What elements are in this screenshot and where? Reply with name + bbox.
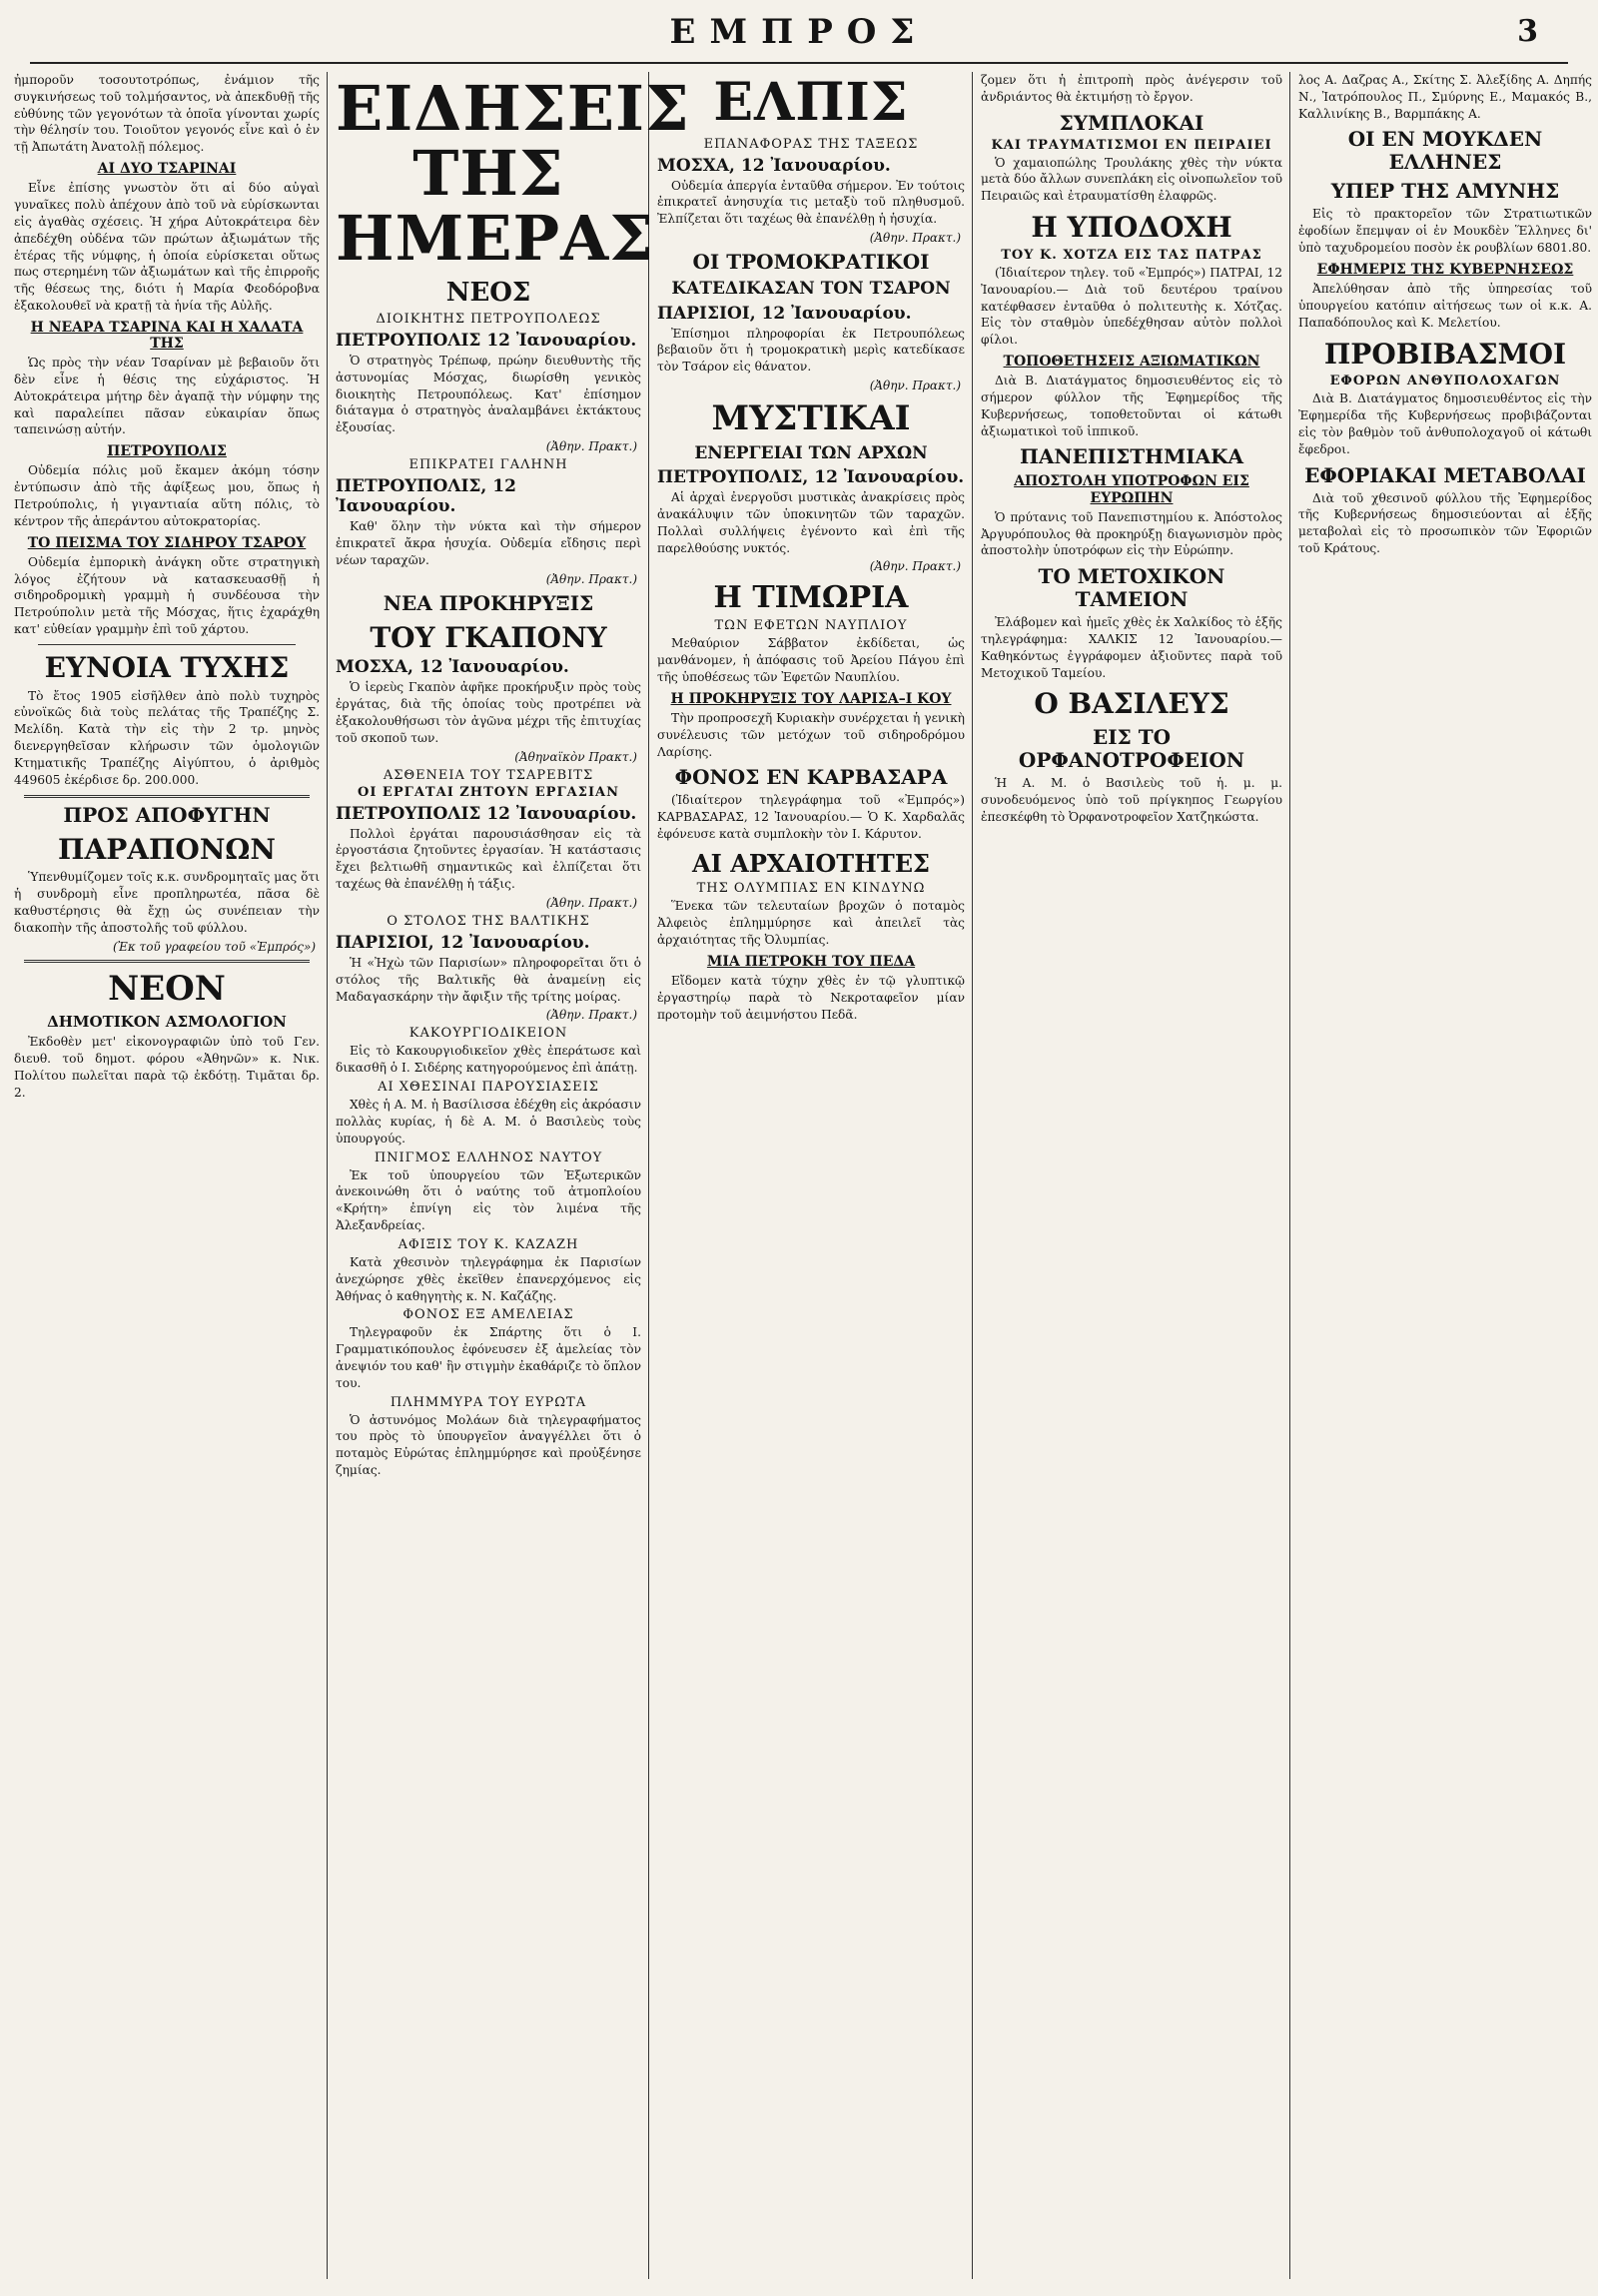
headline: Ο ΒΑΣΙΛΕΥΣ [1034, 687, 1229, 721]
headline: ΠΛΗΜΜΥΡΑ ΤΟΥ ΕΥΡΩΤΑ [390, 1394, 587, 1410]
headline: ΤΟΥ ΓΚΑΠΟΝΥ [370, 620, 607, 654]
article-body: Διὰ Β. Διατάγματος δημοσιευθέντος εἰς τὸ σήμερον φύλλον τῆς Ἐφημερίδος τῆς Κυβερνήσεως, τοποθετοῦνται οἱ κάτωθι ἀξιωματικοὶ τοῦ ἱππικοῦ. [981, 374, 1282, 438]
article-body: Ἡ Α. Μ. ὁ Βασιλεὺς τοῦ ἡ. μ. μ. συνοδευόμενος ὑπὸ τοῦ πρίγκηπος Γεωργίου ἐπεσκέφθη τὸ Ὀρφανοτροφεῖον Χατζηκώστα. [981, 776, 1282, 824]
headline: ΦΟΝΟΣ ΕΞ ΑΜΕΛΕΙΑΣ [402, 1307, 574, 1323]
headline: Η ΠΡΟΚΗΡΥΞΙΣ ΤΟΥ ΛΑΡΙΣΑ–Ι ΚΟΥ [670, 690, 952, 707]
headline: ΦΟΝΟΣ ΕΝ ΚΑΡΒΑΣΑΡΑ [674, 765, 948, 790]
article-body: Εἰς τὸ Κακουργιοδικεῖον χθὲς ἐπεράτωσε καὶ δικασθῆ ὁ Ι. Σιδέρης κατηγορούμενος ἐπὶ ἀπάτῃ. [336, 1044, 641, 1076]
article-body: Διὰ Β. Διατάγματος δημοσιευθέντος εἰς τὴν Ἐφημερίδα τῆς Κυβερνήσεως προβιβάζονται εἰς τὸν βαθμὸν τοῦ ἀνθυπολοχαγοῦ οἱ κάτωθι ἔφεδροι. [1298, 391, 1592, 456]
headline: ΚΑΤΕΔΙΚΑΣΑΝ ΤΟΝ ΤΣΑΡΟΝ [671, 279, 951, 300]
article-body: Ἐλάβομεν καὶ ἡμεῖς χθὲς ἐκ Χαλκίδος τὸ ἑξῆς τηλεγράφημα: ΧΑΛΚΙΣ 12 Ἰανουαρίου.— Καθηκόντως ἐγγράφομεν ἀξιοῦντες παρὰ τοῦ Μετοχικοῦ Ταμείου. [981, 615, 1282, 680]
headline: Η ΥΠΟΔΟΧΗ [1031, 211, 1232, 245]
dateline: ΠΕΤΡΟΥΠΟΛΙΣ, 12 Ἰανουαρίου. [657, 467, 965, 488]
column-divider [1289, 72, 1290, 2279]
article-body: Ἀπελύθησαν ἀπὸ τῆς ὑπηρεσίας τοῦ ὑπουργείου κατόπιν αἰτήσεως των οἱ κ.κ. Α. Παπαδόπουλος καὶ Κ. Μελετίου. [1298, 282, 1592, 330]
article-source: (Ἀθην. Πρακτ.) [869, 231, 961, 246]
article-body: Τηλεγραφοῦν ἐκ Σπάρτης ὅτι ὁ Ι. Γραμματικόπουλος ἐφόνευσεν ἐξ ἀμελείας τὸν ἀνεψιόν του καθ' ἣν στιγμὴν ἐκαθάριζε τὸ ὅπλον του. [336, 1325, 641, 1390]
article-body: Ἕνεκα τῶν τελευταίων βροχῶν ὁ ποταμὸς Ἀλφειὸς ἐπλημμύρησε καὶ ἀπειλεῖ τὰς ἀρχαιότητας τῆς Ὀλυμπίας. [657, 899, 965, 947]
headline: ΠΑΝΕΠΙΣΤΗΜΙΑΚΑ [1019, 444, 1243, 469]
article-source: (Ἀθην. Πρακτ.) [545, 439, 637, 454]
article-body: Μεθαύριον Σάββατον ἐκδίδεται, ὡς μανθάνομεν, ἡ ἀπόφασις τοῦ Ἀρείου Πάγου ἐπὶ τῆς ὑποθέσεως τῶν Ἐφετῶν Ναυπλίου. [657, 636, 965, 685]
headline: ΟΙ ΕΡΓΑΤΑΙ ΖΗΤΟΥΝ ΕΡΓΑΣΙΑΝ [358, 784, 619, 800]
article-body: Οὐδεμία ἐμπορικὴ ἀνάγκη οὔτε στρατηγικὴ λόγος ἐζήτουν νὰ κατασκευασθῇ ἡ σιδηροδρομικὴ γραμμὴ ἡ συνδέουσα τὴν Πετρούπολιν μετὰ τῆς Μόσχας, ἥτις ἐχαράχθη κατ' εὐθείαν γραμμὴν ἐπὶ τοῦ χάρτου. [14, 554, 320, 636]
headline: ΣΥΜΠΛΟΚΑΙ [1059, 110, 1204, 135]
headline: ΟΙ ΕΝ ΜΟΥΚΔΕΝ ΕΛΛΗΝΕΣ [1347, 127, 1543, 175]
masthead [0, 0, 1598, 70]
headline: ΝΕΟΣ [445, 278, 531, 309]
column-2 [330, 72, 690, 2279]
article-continuation: λος Α. Δαζρας Α., Σκίτης Σ. Ἀλεξίδης Α. Δηπής Ν., Ἰατρόπουλος Π., Σμύρνης Ε., Μαμακός Β., Καλλινίκης Β., Βαρμπάκης Α. [1298, 73, 1592, 121]
headline: ΑΙ ΧΘΕΣΙΝΑΙ ΠΑΡΟΥΣΙΑΣΕΙΣ [378, 1080, 599, 1096]
article-body: Ἐπίσημοι πληροφορίαι ἐκ Πετρουπόλεως βεβαιοῦν ὅτι ἡ τρομοκρατικὴ μερὶς κατεδίκασε τὸν Τσάρον εἰς θάνατον. [657, 326, 965, 375]
subheadline: ΤΟΥ Κ. ΧΟΤΖΑ ΕΙΣ ΤΑΣ ΠΑΤΡΑΣ [1001, 247, 1262, 263]
headline: ΕΝΕΡΓΕΙΑΙ ΤΩΝ ΑΡΧΩΝ [694, 442, 928, 463]
subheadline: ΤΩΝ ΕΦΕΤΩΝ ΝΑΥΠΛΙΟΥ [714, 618, 908, 634]
article-body: Αἱ ἀρχαὶ ἐνεργοῦσι μυστικὰς ἀνακρίσεις πρὸς ἀνακάλυψιν τῶν ὑποκινητῶν τῶν ταραχῶν. Πολλαὶ συλλήψεις ἐγένοντο καὶ ἐπὶ τῆς παρελθούσης νυκτός. [657, 490, 965, 555]
subheadline: ΔΙΟΙΚΗΤΗΣ ΠΕΤΡΟΥΠΟΛΕΩΣ [376, 311, 601, 327]
column-divider [327, 72, 328, 2279]
headline: ΜΙΑ ΠΕΤΡΟΚΗ ΤΟΥ ΠΕΔΑ [706, 953, 916, 970]
divider [24, 795, 310, 798]
subheadline: ΤΗΣ ΟΛΥΜΠΙΑΣ ΕΝ ΚΙΝΔΥΝΩ [696, 881, 926, 897]
dateline: ΠΑΡΙΣΙΟΙ, 12 Ἰανουαρίου. [657, 303, 912, 324]
article-body: Οὐδεμία πόλις μοῦ ἔκαμεν ἀκόμη τόσην ἐντύπωσιν ἀπὸ τῆς ἀφίξεως μου, ὅπως ἡ Πετρούπολις, ἡ γιγαντιαία αὕτη πόλις, τὸ κέντρον τῆς ἀπεράντου αὐτοκρατορίας. [14, 463, 320, 528]
article-source: (Ἀθην. Πρακτ.) [545, 895, 637, 910]
subheadline: ΕΙΣ ΤΟ ΟΡΦΑΝΟΤΡΟΦΕΙΟΝ [1018, 725, 1245, 773]
article-source: (Ἀθηναϊκὸν Πρακτ.) [514, 749, 637, 764]
article-body: Ὡς πρὸς τὴν νέαν Τσαρίναν μὲ βεβαιοῦν ὅτι δὲν εἶνε ἡ θέσις της εὐχάριστος. Ἡ Αὐτοκράτειρα μήτηρ δὲν ἀγαπᾷ τὴν νύμφην της καὶ παραλείπει πᾶσαν εὐκαιρίαν ὅπως ταπεινώσῃ αὐτήν. [14, 356, 320, 437]
article-body: Ὁ ἱερεὺς Γκαπὸν ἀφῆκε προκήρυξιν πρὸς τοὺς ἐργάτας, διὰ τῆς ὁποίας τοὺς προτρέπει νὰ ἐξακολουθήσωσι τὸν ἀγῶνα μέχρι τῆς ἐπιτυχίας τοῦ σκοποῦ των. [336, 680, 641, 745]
article-body: (Ἰδιαίτερον τηλεγ. τοῦ «Ἐμπρός») ΠΑΤΡΑΙ, 12 Ἰανουαρίου.— Διὰ τοῦ δευτέρου τραίνου κατέφθασεν ἐνταῦθα ὁ πολιτευτὴς κ. Χότζας. Εἰς τὸν σταθμὸν ὑπεδέχθησαν αὐτὸν πολλοὶ φίλοι. [981, 265, 1282, 348]
dateline: ΠΕΤΡΟΥΠΟΛΙΣ, 12 Ἰανουαρίου. [336, 476, 516, 517]
article-body: Καθ' ὅλην τὴν νύκτα καὶ τὴν σήμερον ἐπικρατεῖ ἄκρα ἡσυχία. Οὐδεμία εἴδησις περὶ νέων ταραχῶν. [336, 519, 641, 567]
article-body: Εἰς τὸ πρακτορεῖον τῶν Στρατιωτικῶν ἐφοδίων ἔπεμψαν οἱ ἐν Μουκδὲν Ἕλληνες δι' ὑπὸ ταχυδρομείου ποσὸν ἐκ ρουβλίων 6801.80. [1298, 207, 1592, 256]
headline: ΕΦΟΡΙΑΚΑΙ ΜΕΤΑΒΟΛΑΙ [1304, 462, 1586, 487]
headline: Η ΝΕΑΡΑ ΤΣΑΡΙΝΑ ΚΑΙ Η ΧΑΛΑΤΑ ΤΗΣ [30, 319, 304, 352]
article-body: Πολλοὶ ἐργάται παρουσιάσθησαν εἰς τὰ ἐργοστάσια ζητοῦντες ἐργασίαν. Ἡ κατάστασις ἔχει βελτιωθῆ σημαντικῶς καὶ ἐλπίζεται ὅτι ταχέως θὰ ἐπανέλθῃ ἡ τάξις. [336, 826, 641, 892]
headline: ΤΟΠΟΘΕΤΗΣΕΙΣ ΑΞΙΩΜΑΤΙΚΩΝ [1003, 354, 1260, 371]
article-body: (Ἰδιαίτερον τηλεγράφημα τοῦ «Ἐμπρός») ΚΑΡΒΑΣΑΡΑΣ, 12 Ἰανουαρίου.— Ὁ Κ. Χαρδαλᾶς ἐφόνευσε κατὰ συμπλοκὴν τὸν Ι. Κάρυτον. [657, 793, 965, 842]
headline: ΜΥΣΤΙΚΑΙ [711, 398, 911, 439]
headline: ΕΦΗΜΕΡΙΣ ΤΗΣ ΚΥΒΕΡΝΗΣΕΩΣ [1316, 261, 1574, 278]
headline: ΠΡΟΣ ΑΠΟΦΥΓΗΝ [63, 802, 271, 827]
headline: ΠΕΤΡΟΥΠΟΛΙΣ [107, 443, 227, 460]
headline: ΑΙ ΔΥΟ ΤΣΑΡΙΝΑΙ [97, 161, 237, 178]
article-body: Κατὰ χθεσινὸν τηλεγράφημα ἐκ Παρισίων ἀνεχώρησε χθὲς ἐκεῖθεν ἐπανερχόμενος εἰς Ἀθήνας ὁ καθηγητὴς κ. Ν. Καζάζης. [336, 1254, 641, 1303]
section-title: ΕΙΔΗΣΕΙΣ ΤΗΣ ΗΜΕΡΑΣ [336, 72, 690, 276]
column-4 [975, 72, 1288, 2279]
headline: Η ΤΙΜΩΡΙΑ [713, 580, 909, 616]
article-source: (Ἐκ τοῦ γραφείου τοῦ «Ἐμπρός») [112, 939, 316, 954]
article-source: (Ἀθην. Πρακτ.) [545, 571, 637, 586]
column-divider [972, 72, 973, 2279]
dateline: ΜΟΣΧΑ, 12 Ἰανουαρίου. [657, 155, 891, 176]
divider [38, 644, 296, 645]
subheadline: ΕΦΟΡΩΝ ΑΝΘΥΠΟΛΟΧΑΓΩΝ [1329, 374, 1561, 389]
article-continuation: ἠμποροῦν τοσουτοτρόπως, ἐνάμιον τῆς συγκινήσεως τοῦ τολμήσαντος, νὰ ἀπεκδυθῇ τῆς εὐθύνης τῶν γεγονότων τὰ ὁποῖα γίνονται χωρίς τὴν θέλησίν του. Τοιοῦτον γεγονός εἶνε καὶ ὁ ἐν τῇ Ἀπωτάτη Ἀνατολῇ πόλεμος. [14, 73, 320, 155]
newspaper-title: ΕΜΠΡΟΣ [669, 12, 929, 52]
headline: ΤΟ ΜΕΤΟΧΙΚΟΝ ΤΑΜΕΙΟΝ [1038, 564, 1225, 612]
headline: ΝΕΑ ΠΡΟΚΗΡΥΞΙΣ [383, 590, 594, 615]
article-body: Οὐδεμία ἀπεργία ἐνταῦθα σήμερον. Ἐν τούτοις ἐπικρατεῖ ἀνησυχία τις μεταξὺ τοῦ πληθυσμοῦ. Ἐλπίζεται ὅτι ταχέως θὰ ἐπανέλθῃ ἡ ἡσυχία. [657, 178, 965, 227]
headline: ΤΟ ΠΕΙΣΜΑ ΤΟΥ ΣΙΔΗΡΟΥ ΤΣΑΡΟΥ [27, 534, 307, 551]
headline: ΚΑΚΟΥΡΓΙΟΔΙΚΕΙΟΝ [408, 1026, 568, 1042]
article-body: Ὑπενθυμίζομεν τοῖς κ.κ. συνδρομηταῖς μας ὅτι ἡ συνδρομὴ εἶνε προπληρωτέα, πᾶσα δὲ καθυστέρησις θὰ ἔχῃ ὡς συνέπειαν τὴν διακοπὴν τῆς ἀποστολῆς τοῦ φύλλου. [14, 870, 320, 935]
article-body: Ὁ χαμαιοπώλης Τρουλάκης χθὲς τὴν νύκτα μετὰ δύο ἄλλων συνεπλάκη εἰς οἰνοπωλεῖον τοῦ Πειραιῶς καὶ ἐτραυματίσθη ἐλαφρῶς. [981, 155, 1282, 204]
article-source: (Ἀθην. Πρακτ.) [869, 379, 961, 393]
article-body: Ἐκδοθὲν μετ' εἰκονογραφιῶν ὑπὸ τοῦ Γεν. διευθ. τοῦ δημοτ. φόρου «Ἀθηνῶν» κ. Νικ. Πολίτου πωλεῖται παρὰ τῷ ἐκδότῃ. Τιμᾶται δρ. 2. [14, 1035, 320, 1100]
headline: ΑΦΙΞΙΣ ΤΟΥ Κ. ΚΑΖΑΖΗ [398, 1236, 579, 1252]
dateline: ΠΕΤΡΟΥΠΟΛΙΣ 12 Ἰανουαρίου. [336, 330, 637, 351]
article-continuation: ζομεν ὅτι ἡ ἐπιτροπὴ πρὸς ἀνέγερσιν τοῦ ἀνδριάντος θὰ ἐκτιμήσῃ τὸ ἔργον. [981, 73, 1282, 104]
article-body: Εἶνε ἐπίσης γνωστὸν ὅτι αἱ δύο αὐγαὶ γυναῖκες πολὺ ἀπέχουν ἀπὸ τοῦ νὰ εὑρίσκωνται εἰς ἀγαθὰς σχέσεις. Ἡ χήρα Αὐτοκράτειρα δὲν ἀπεδέχθη οὐδένα τῶν πρώτων ἀξιωμάτων τῆς ἑτέρας τῆς νύμφης, ἡ ὁποία εὑρίσκεται οὕτως πως στερημένη τῶν ἀξιωμάτων καὶ τῆς ἐπιρροῆς τῆς θέσεως της, διότι ἡ Μαρία Φεοδόροβνα ἐξακολουθεῖ νὰ κρατῇ τὰ ἡνία τῆς Αὐλῆς. [14, 181, 320, 314]
headline: ΕΠΙΚΡΑΤΕΙ ΓΑΛΗΝΗ [408, 457, 568, 473]
headline: ΕΛΠΙΣ [713, 72, 909, 133]
dateline: ΠΕΤΡΟΥΠΟΛΙΣ 12 Ἰανουαρίου. [336, 803, 637, 824]
dateline: ΜΟΣΧΑ, 12 Ἰανουαρίου. [336, 657, 569, 678]
divider [24, 960, 310, 963]
article-body: Διὰ τοῦ χθεσινοῦ φύλλου τῆς Ἐφημερίδος τῆς Κυβερνήσεως δημοσιεύονται αἱ ἑξῆς μεταβολαὶ εἰς τὸ προσωπικὸν τῶν Ἐφοριῶν τοῦ Κράτους. [1298, 490, 1592, 556]
headline: ΑΣΘΕΝΕΙΑ ΤΟΥ ΤΣΑΡΕΒΙΤΣ [383, 767, 594, 783]
article-source: (Ἀθην. Πρακτ.) [545, 1008, 637, 1023]
masthead-rule [30, 62, 1568, 64]
article-source: (Ἀθην. Πρακτ.) [869, 559, 961, 574]
article-body: Ἡ «Ἠχὼ τῶν Παρισίων» πληροφορεῖται ὅτι ὁ στόλος τῆς Βαλτικῆς θὰ ἀναμείνῃ εἰς Μαδαγασκάρην τὴν ἄφιξιν τῆς τρίτης μοίρας. [336, 955, 641, 1004]
headline: ΠΝΙΓΜΟΣ ΕΛΛΗΝΟΣ ΝΑΥΤΟΥ [374, 1149, 603, 1165]
headline: ΔΗΜΟΤΙΚΟΝ ΑΣΜΟΛΟΓΙΟΝ [47, 1013, 287, 1032]
article-body: Εἴδομεν κατὰ τύχην χθὲς ἐν τῷ γλυπτικῷ ἐργαστηρίῳ παρὰ τὸ Νεκροταφεῖον μίαν προτομὴν τοῦ ἀειμνήστου Πεδᾶ. [657, 973, 965, 1022]
article-body: Χθὲς ἡ Α. Μ. ἡ Βασίλισσα ἐδέχθη εἰς ἀκρόασιν πολλὰς κυρίας, ἡ δὲ Α. Μ. ὁ Βασιλεὺς τοὺς ὑπουργούς. [336, 1098, 641, 1146]
article-body: Ὁ πρύτανις τοῦ Πανεπιστημίου κ. Ἀπόστολος Ἀργυρόπουλος θὰ προκηρύξῃ διαγωνισμὸν πρὸς ἀποστολὴν ὑποτρόφων εἰς τὴν Εὐρώπην. [981, 509, 1282, 558]
subheadline: ΕΠΑΝΑΦΟΡΑΣ ΤΗΣ ΤΑΞΕΩΣ [703, 136, 919, 152]
article-body: Τὴν προπροσεχῆ Κυριακὴν συνέρχεται ἡ γενικὴ συνέλευσις τῶν μετόχων τοῦ σιδηροδρόμου Λαρίσης. [657, 710, 965, 759]
article-body: Ὁ ἀστυνόμος Μολάων διὰ τηλεγραφήματος του πρὸς τὸ ὑπουργεῖον ἀναγγέλλει ὅτι ὁ ποταμὸς Εὐρώτας ἐπλημμύρησε καὶ προὐξένησε ζημίας. [336, 1412, 641, 1478]
column-1 [8, 72, 326, 2279]
headline: ΠΡΟΒΙΒΑΣΜΟΙ [1323, 337, 1567, 371]
headline: ΝΕΟΝ [108, 968, 226, 1009]
article-body: Τὸ ἔτος 1905 εἰσῆλθεν ἀπὸ πολὺ τυχηρὸς εὐνοϊκῶς διὰ τοὺς πελάτας τῆς Τραπέζης Σ. Μελίδη. Κατὰ τὴν εἰς τὴν 2 τρ. μηνὸς διενεργηθεῖσαν κλήρωσιν τῶν ὁμολογιῶν Κτηματικῆς Τραπέζης Αἰγύπτου, ὁ ἀριθμὸς 449605 ἐκέρδισε δρ. 200.000. [14, 688, 320, 787]
column-3 [651, 72, 971, 2279]
dateline: ΠΑΡΙΣΙΟΙ, 12 Ἰανουαρίου. [336, 932, 590, 953]
headline: ΠΑΡΑΠΟΝΩΝ [58, 832, 276, 866]
headline: ΕΥΝΟΙΑ ΤΥΧΗΣ [44, 650, 290, 684]
column-5 [1292, 72, 1598, 2279]
subheadline: ΑΠΟΣΤΟΛΗ ΥΠΟΤΡΟΦΩΝ ΕΙΣ ΕΥΡΩΠΗΝ [1014, 473, 1249, 506]
page-number: 3 [1517, 14, 1538, 49]
article-body: Ὁ στρατηγὸς Τρέπωφ, πρώην διευθυντὴς τῆς ἀστυνομίας Μόσχας, διωρίσθη γενικὸς διοικητὴς Πετρουπόλεως. Κατ' ἐπίσημον διάταγμα ὁ στρατηγὸς ἀναλαμβάνει ἐκτάκτους ἐξουσίας. [336, 353, 641, 435]
subheadline: ΚΑΙ ΤΡΑΥΜΑΤΙΣΜΟΙ ΕΝ ΠΕΙΡΑΙΕΙ [991, 137, 1272, 153]
headline: ΟΙ ΤΡΟΜΟΚΡΑΤΙΚΟΙ [692, 250, 930, 275]
headline: Ο ΣΤΟΛΟΣ ΤΗΣ ΒΑΛΤΙΚΗΣ [387, 913, 590, 929]
article-body: Ἐκ τοῦ ὑπουργείου τῶν Ἐξωτερικῶν ἀνεκοινώθη ὅτι ὁ ναύτης τοῦ ἀτμοπλοίου «Κρήτη» ἐπνίγη εἰς τὸν λιμένα τῆς Ἀλεξανδρείας. [336, 1167, 641, 1233]
subheadline: ΥΠΕΡ ΤΗΣ ΑΜΥΝΗΣ [1330, 179, 1560, 204]
headline: ΑΙ ΑΡΧΑΙΟΤΗΤΕΣ [692, 848, 930, 878]
column-divider [648, 72, 649, 2279]
